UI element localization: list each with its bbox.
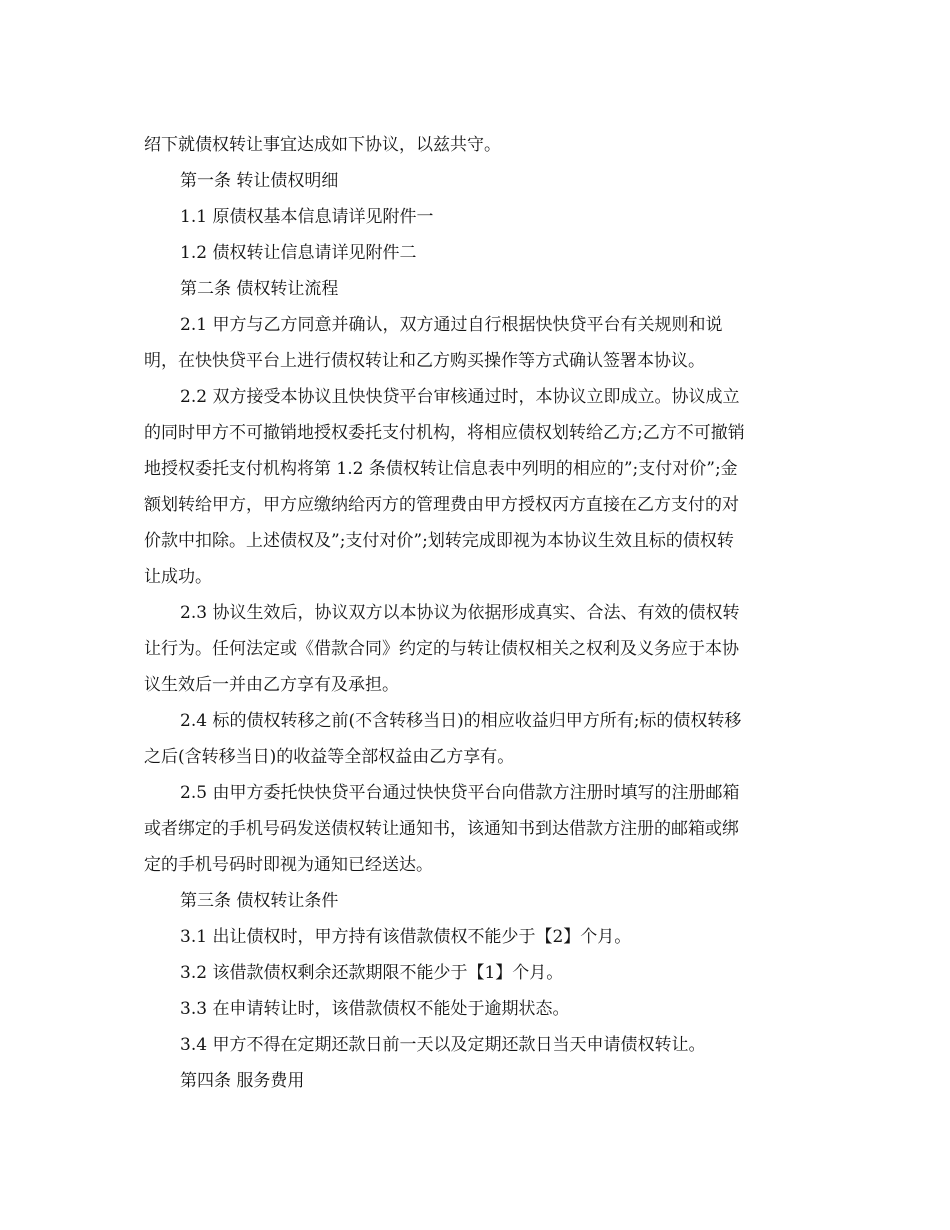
document-body: [144, 127, 810, 1099]
clause-3-1: 3.1 出让债权时，甲方持有该借款债权不能少于【2】个月。: [180, 927, 632, 947]
clause-2-2-line: 额划转给甲方，甲方应缴纳给丙方的管理费由甲方授权丙方直接在乙方支付的对: [144, 495, 739, 515]
clause-3-2: 3.2 该借款债权剩余还款期限不能少于【1】个月。: [180, 963, 564, 983]
paragraph-line: 绍下就债权转让事宜达成如下协议，以兹共守。: [144, 135, 501, 155]
article-3-heading: 第三条 债权转让条件: [180, 891, 339, 911]
clause-2-4-line: 2.4 标的债权转移之前(不含转移当日)的相应收益归甲方所有;标的债权转移: [180, 711, 742, 731]
clause-1-2: 1.2 债权转让信息请详见附件二: [180, 243, 417, 263]
clause-3-4: 3.4 甲方不得在定期还款日前一天以及定期还款日当天申请债权转让。: [180, 1035, 706, 1055]
clause-2-2-line: 让成功。: [144, 567, 212, 587]
clause-2-5-line: 或者绑定的手机号码发送债权转让通知书，该通知书到达借款方注册的邮箱或绑: [144, 819, 739, 839]
clause-2-1-line: 明，在快快贷平台上进行债权转让和乙方购买操作等方式确认签署本协议。: [144, 351, 705, 371]
clause-2-3-line: 议生效后一并由乙方享有及承担。: [144, 675, 399, 695]
clause-1-1: 1.1 原债权基本信息请详见附件一: [180, 207, 434, 227]
clause-2-2-line: 2.2 双方接受本协议且快快贷平台审核通过时，本协议立即成立。协议成立: [180, 387, 740, 407]
clause-2-4-line: 之后(含转移当日)的收益等全部权益由乙方享有。: [144, 747, 515, 767]
clause-2-5-line: 定的手机号码时即视为通知已经送达。: [144, 855, 433, 875]
clause-2-1-line: 2.1 甲方与乙方同意并确认，双方通过自行根据快快贷平台有关规则和说: [180, 315, 723, 335]
article-1-heading: 第一条 转让债权明细: [180, 171, 339, 191]
clause-2-2-line: 的同时甲方不可撤销地授权委托支付机构，将相应债权划转给乙方;乙方不可撤销: [144, 423, 745, 443]
clause-2-2-line: 地授权委托支付机构将第 1.2 条债权转让信息表中列明的相应的”;支付对价”;金: [144, 459, 738, 479]
clause-2-3-line: 2.3 协议生效后，协议双方以本协议为依据形成真实、合法、有效的债权转: [180, 603, 740, 623]
clause-2-3-line: 让行为。任何法定或《借款合同》约定的与转让债权相关之权利及义务应于本协: [144, 639, 739, 659]
article-2-heading: 第二条 债权转让流程: [180, 279, 339, 299]
clause-2-2-line: 价款中扣除。上述债权及”;支付对价”;划转完成即视为本协议生效且标的债权转: [144, 531, 734, 551]
clause-2-5-line: 2.5 由甲方委托快快贷平台通过快快贷平台向借款方注册时填写的注册邮箱: [180, 783, 740, 803]
clause-3-3: 3.3 在申请转让时，该借款债权不能处于逾期状态。: [180, 999, 570, 1019]
article-4-heading: 第四条 服务费用: [180, 1071, 305, 1091]
